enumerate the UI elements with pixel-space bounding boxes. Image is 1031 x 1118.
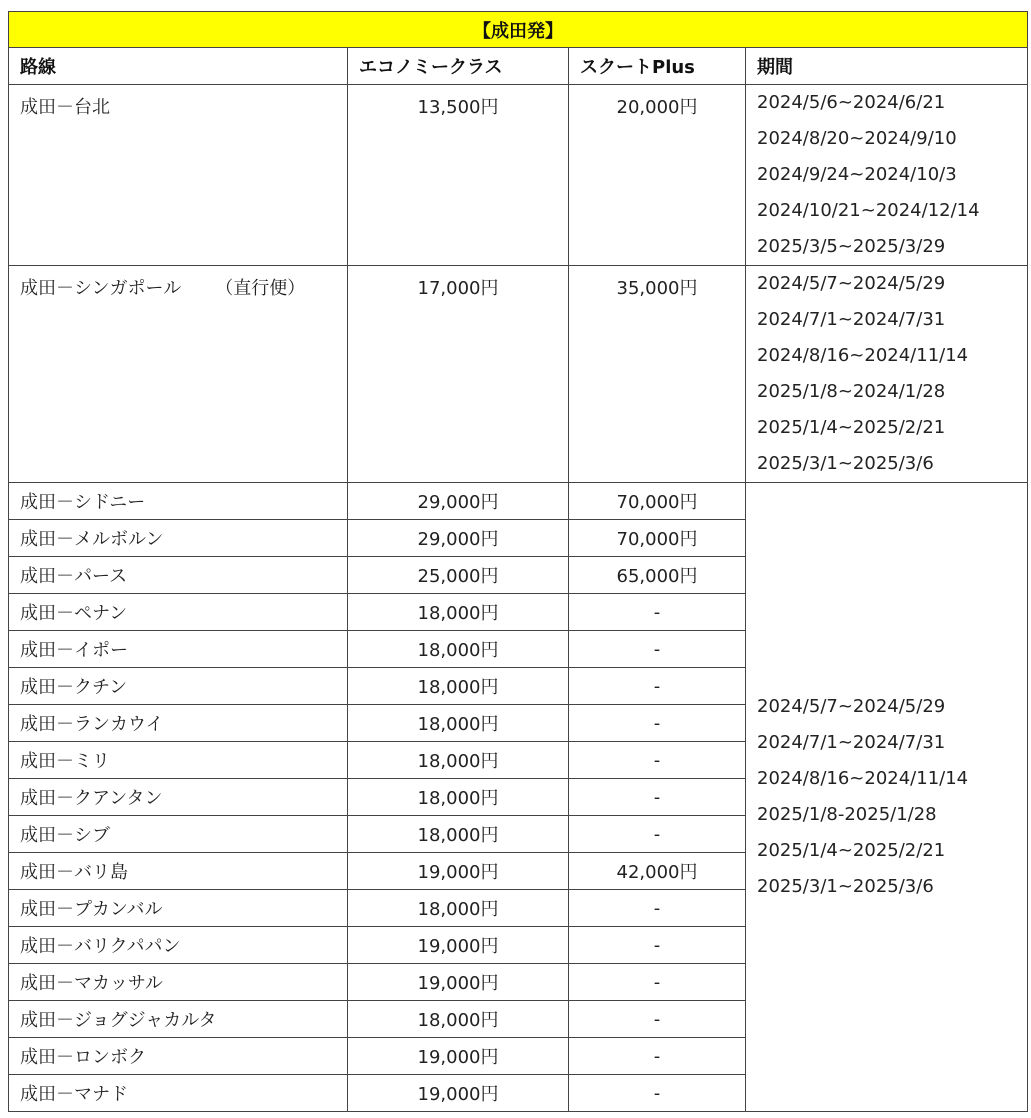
scoot-plus-fare: 70,000円 — [569, 483, 746, 520]
route-cell: 成田－バリ島 — [9, 853, 348, 890]
period-line: 2025/1/8~2024/1/28 — [757, 381, 946, 402]
economy-fare: 29,000円 — [348, 483, 569, 520]
route-cell: 成田－クアンタン — [9, 779, 348, 816]
period-line: 2024/5/7~2024/5/29 — [757, 273, 946, 294]
scoot-plus-fare: - — [569, 705, 746, 742]
period-line: 2024/5/7~2024/5/29 — [757, 696, 946, 717]
scoot-plus-fare: - — [569, 668, 746, 705]
scoot-plus-fare: - — [569, 927, 746, 964]
period-line: 2024/8/16~2024/11/14 — [757, 345, 969, 366]
period-line: 2025/1/4~2025/2/21 — [757, 417, 946, 438]
header-period: 期間 — [746, 48, 1028, 85]
route-cell: 成田－パース — [9, 557, 348, 594]
header-row — [9, 48, 1028, 85]
period-line: 2024/8/16~2024/11/14 — [757, 768, 969, 789]
route-cell: 成田－バリクパパン — [9, 927, 348, 964]
scoot-plus-fare: - — [569, 1075, 746, 1112]
period-cell — [746, 483, 1028, 1112]
economy-fare: 18,000円 — [348, 594, 569, 631]
route-wrap — [20, 274, 347, 300]
route-cell: 成田－メルボルン — [9, 520, 348, 557]
period-line: 2024/7/1~2024/7/31 — [757, 732, 946, 753]
route-cell: 成田－ジョグジャカルタ — [9, 1001, 348, 1038]
period-line: 2025/3/5~2025/3/29 — [757, 236, 946, 257]
route-cell: 成田－イポー — [9, 631, 348, 668]
period-cell — [746, 266, 1028, 483]
period-cell — [746, 85, 1028, 266]
scoot-plus-fare: - — [569, 779, 746, 816]
economy-fare: 19,000円 — [348, 1038, 569, 1075]
period-line: 2025/1/4~2025/2/21 — [757, 840, 946, 861]
scoot-plus-fare: - — [569, 964, 746, 1001]
economy-fare: 19,000円 — [348, 964, 569, 1001]
period-line: 2024/5/6~2024/6/21 — [757, 92, 946, 113]
economy-fare: 25,000円 — [348, 557, 569, 594]
period-line: 2024/10/21~2024/12/14 — [757, 200, 980, 221]
route-cell: 成田－シドニー — [9, 483, 348, 520]
scoot-plus-fare: - — [569, 890, 746, 927]
economy-fare: 18,000円 — [348, 816, 569, 853]
economy-fare: 19,000円 — [348, 1075, 569, 1112]
economy-fare: 18,000円 — [348, 668, 569, 705]
route-cell: 成田－ロンボク — [9, 1038, 348, 1075]
route-cell: 成田－クチン — [9, 668, 348, 705]
economy-fare: 18,000円 — [348, 742, 569, 779]
route-cell: 成田－ミリ — [9, 742, 348, 779]
economy-fare: 29,000円 — [348, 520, 569, 557]
route-cell: 成田－シブ — [9, 816, 348, 853]
scoot-plus-fare: 35,000円 — [569, 266, 746, 483]
economy-fare: 18,000円 — [348, 705, 569, 742]
fare-table — [8, 11, 1028, 1112]
period-line: 2025/1/8-2025/1/28 — [757, 804, 937, 825]
period-line: 2025/3/1~2025/3/6 — [757, 453, 934, 474]
route-cell: 成田－台北 — [9, 85, 348, 266]
economy-fare: 17,000円 — [348, 266, 569, 483]
route-cell: 成田－プカンバル — [9, 890, 348, 927]
period-line: 2024/8/20~2024/9/10 — [757, 128, 957, 149]
scoot-plus-fare: - — [569, 594, 746, 631]
table-row — [9, 266, 1028, 483]
route-note: （直行便） — [215, 278, 306, 299]
route-cell: 成田－ペナン — [9, 594, 348, 631]
header-route: 路線 — [9, 48, 348, 85]
scoot-plus-fare: 70,000円 — [569, 520, 746, 557]
economy-fare: 18,000円 — [348, 779, 569, 816]
table-row — [9, 483, 1028, 520]
period-line: 2024/7/1~2024/7/31 — [757, 309, 946, 330]
scoot-plus-fare: 20,000円 — [569, 85, 746, 266]
header-economy: エコノミークラス — [348, 48, 569, 85]
economy-fare: 13,500円 — [348, 85, 569, 266]
header-scoot-plus: スクートPlus — [569, 48, 746, 85]
route-name: 成田－シンガポール — [20, 278, 182, 299]
table-row — [9, 85, 1028, 266]
scoot-plus-fare: 42,000円 — [569, 853, 746, 890]
scoot-plus-fare: - — [569, 1001, 746, 1038]
period-line: 2025/3/1~2025/3/6 — [757, 876, 934, 897]
economy-fare: 19,000円 — [348, 853, 569, 890]
scoot-plus-fare: - — [569, 1038, 746, 1075]
route-cell: 成田－マナド — [9, 1075, 348, 1112]
economy-fare: 18,000円 — [348, 631, 569, 668]
route-cell — [9, 266, 348, 483]
scoot-plus-fare: - — [569, 631, 746, 668]
route-cell: 成田－マカッサル — [9, 964, 348, 1001]
period-line: 2024/9/24~2024/10/3 — [757, 164, 957, 185]
route-cell: 成田－ランカウイ — [9, 705, 348, 742]
economy-fare: 18,000円 — [348, 1001, 569, 1038]
economy-fare: 19,000円 — [348, 927, 569, 964]
scoot-plus-fare: 65,000円 — [569, 557, 746, 594]
economy-fare: 18,000円 — [348, 890, 569, 927]
scoot-plus-fare: - — [569, 816, 746, 853]
table-title: 【成田発】 — [9, 12, 1028, 48]
scoot-plus-fare: - — [569, 742, 746, 779]
